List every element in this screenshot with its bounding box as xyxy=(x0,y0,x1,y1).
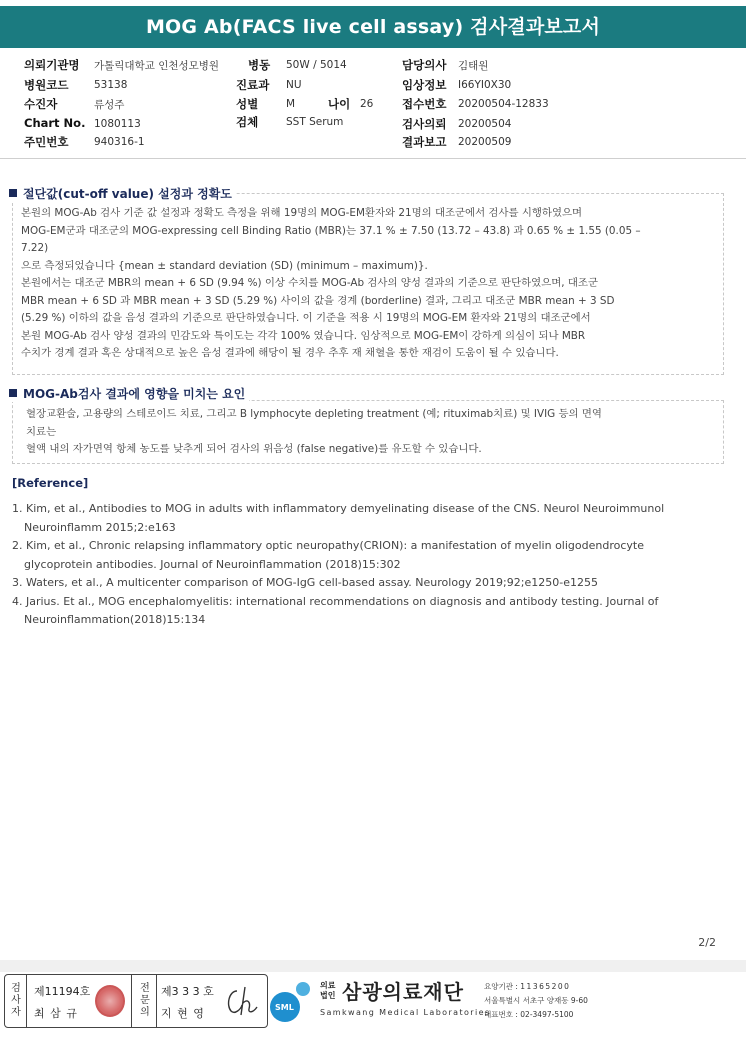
text-line: MBR mean + 6 SD 과 MBR mean + 3 SD (5.29 %) 사이의 값을 경계 (borderline) 결과, 그리고 대조군 MBR mean + 3 SD xyxy=(21,294,615,307)
org-name: 삼광의료재단 xyxy=(342,980,464,1004)
text-line: 본원 MOG-Ab 검사 양성 결과의 민감도와 특이도는 각각 100% 였습니다. 임상적으로 MOG-EM이 강하게 의심이 되나 MBR xyxy=(21,329,586,342)
chart-value: 1080113 xyxy=(94,118,141,130)
org-english-name: Samkwang Medical Laboratories xyxy=(320,1008,491,1017)
accession-label: 접수번호 xyxy=(402,97,447,111)
report-date-label: 결과보고 xyxy=(402,135,447,149)
request-date-value: 20200504 xyxy=(458,118,512,130)
header-divider xyxy=(0,158,746,159)
department-value: NU xyxy=(286,79,302,91)
reference-item: 1. Kim, et al., Antibodies to MOG in adults with inflammatory demyelinating disease of the CNS. Neurol Neuroimmunol xyxy=(12,502,665,515)
sex-value: M xyxy=(286,98,296,110)
org-type: 의료 법인 xyxy=(320,981,336,1000)
hospital-code-value: 53138 xyxy=(94,79,128,91)
factors-section-text xyxy=(12,400,724,464)
doctor-label: 담당의사 xyxy=(402,58,447,72)
age-label: 나이 xyxy=(328,97,351,111)
text-line: MOG-EM군과 대조군의 MOG-expressing cell Binding Ratio (MBR)는 37.1 % ± 7.50 (13.72 – 43.8) 과 0.65 % ± 1.55 (0.05 – xyxy=(21,224,641,237)
reference-item: 2. Kim, et al., Chronic relapsing inflammatory optic neuropathy(CRION): a manifestation of myelin oligodendrocyte xyxy=(12,539,644,552)
accession-value: 20200504-12833 xyxy=(458,98,549,110)
id-label: 주민번호 xyxy=(24,135,69,149)
sex-label: 성별 xyxy=(236,97,259,111)
text-line: 혈액 내의 자가면역 항체 농도를 낮추게 되어 검사의 위음성 (false negative)를 유도할 수 있습니다. xyxy=(26,443,482,455)
cutoff-section-text xyxy=(12,193,724,375)
org-address: 서울특별시 서초구 양재동 9-60 xyxy=(484,996,588,1005)
reference-item: 4. Jarius. Et al., MOG encephalomyelitis: international recommendations on diagnosis and antibody testing. Journal of xyxy=(12,594,659,608)
ward-value: 50W / 5014 xyxy=(286,59,347,71)
logo-text: SML xyxy=(275,1003,294,1012)
specialist-license: 제3 3 3 호 xyxy=(161,985,214,998)
examiner-name: 최 삼 규 xyxy=(34,1007,78,1020)
text-line: 본원에서는 대조군 MBR의 mean + 6 SD (9.94 %) 이상 수치를 MOG-Ab 검사의 양성 결과의 기준으로 판단하였으며, 대조군 xyxy=(21,277,598,289)
cutoff-section-heading: 절단값(cut-off value) 설정과 정확도 xyxy=(9,185,236,202)
specimen-label: 검체 xyxy=(236,115,259,129)
reference-item-cont: glycoprotein antibodies. Journal of Neuroinflammation (2018)15:302 xyxy=(24,557,401,571)
text-line: 수치가 경계 결과 혹은 상대적으로 높은 음성 결과에 해당이 될 경우 추후 재 채혈을 통한 재검이 도움이 될 수 있습니다. xyxy=(21,347,559,359)
hospital-code-label: 병원코드 xyxy=(24,78,69,92)
handwritten-signature-icon xyxy=(223,985,261,1019)
ward-label: 병동 xyxy=(248,58,271,72)
org-code: 요양기관 : 11365200 xyxy=(484,982,571,991)
institution-label: 의뢰기관명 xyxy=(24,58,80,72)
reference-heading: [Reference] xyxy=(12,476,89,490)
signature-box xyxy=(4,974,268,1028)
specialist-label-cell xyxy=(131,975,157,1027)
specimen-value: SST Serum xyxy=(286,116,344,128)
logo-dot-icon xyxy=(296,982,310,996)
examiner-license: 제11194호 xyxy=(34,985,91,998)
request-date-label: 검사의뢰 xyxy=(402,117,447,131)
chart-label: Chart No. xyxy=(24,116,86,130)
org-phone: 대표번호 : 02-3497-5100 xyxy=(484,1010,574,1019)
page-number: 2/2 xyxy=(698,936,716,949)
age-value: 26 xyxy=(360,98,374,110)
reference-item: 3. Waters, et al., A multicenter comparison of MOG-IgG cell-based assay. Neurology 2019;92;e1250-e1255 xyxy=(12,576,598,589)
report-title: MOG Ab(FACS live cell assay) 검사결과보고서 xyxy=(0,6,746,48)
department-label: 진료과 xyxy=(236,78,270,92)
footer-band xyxy=(0,960,746,972)
text-line: (5.29 %) 이하의 값을 음성 결과의 기준으로 판단하였습니다. 이 기준을 적용 시 19명의 MOG-EM 환자와 21명의 대조군에서 xyxy=(21,312,591,324)
factors-section-heading: MOG-Ab검사 결과에 영향을 미치는 요인 xyxy=(9,385,249,402)
text-line: 으로 측정되었습니다 {mean ± standard deviation (SD) (minimum – maximum)}. xyxy=(21,259,428,272)
reference-item-cont: Neuroinflammation(2018)15:134 xyxy=(24,613,206,626)
clinical-info-label: 임상정보 xyxy=(402,78,447,92)
examiner-label: 검 사 자 xyxy=(11,983,21,1018)
specialist-name: 지 현 영 xyxy=(161,1007,205,1020)
doctor-value: 김태원 xyxy=(458,60,489,72)
text-line: 치료는 xyxy=(26,425,57,438)
text-line: 7.22) xyxy=(21,242,49,254)
report-date-value: 20200509 xyxy=(458,136,512,148)
clinical-info-value: I66YI0X30 xyxy=(458,79,512,91)
id-value: 940316-1 xyxy=(94,136,145,148)
specialist-label: 전 문 의 xyxy=(140,983,150,1018)
examiner-label-cell xyxy=(5,975,27,1027)
reference-item-cont: Neuroinflamm 2015;2:e163 xyxy=(24,520,176,534)
reference-list xyxy=(12,500,664,630)
text-line: 혈장교환술, 고용량의 스테로이드 치료, 그리고 B lymphocyte depleting treatment (예; rituximab치료) 및 IVIG 등의 면역 xyxy=(26,408,602,420)
institution-value: 가톨릭대학교 인천성모병원 xyxy=(94,60,220,72)
text-line: 본원의 MOG-Ab 검사 기준 값 설정과 정확도 측정을 위해 19명의 MOG-EM환자와 21명의 대조군에서 검사를 시행하였으며 xyxy=(21,207,583,219)
collector-value: 류성주 xyxy=(94,99,125,111)
bullet-square-icon xyxy=(9,389,17,397)
collector-label: 수진자 xyxy=(24,97,58,111)
bullet-square-icon xyxy=(9,189,17,197)
seal-stamp-icon xyxy=(95,985,125,1017)
